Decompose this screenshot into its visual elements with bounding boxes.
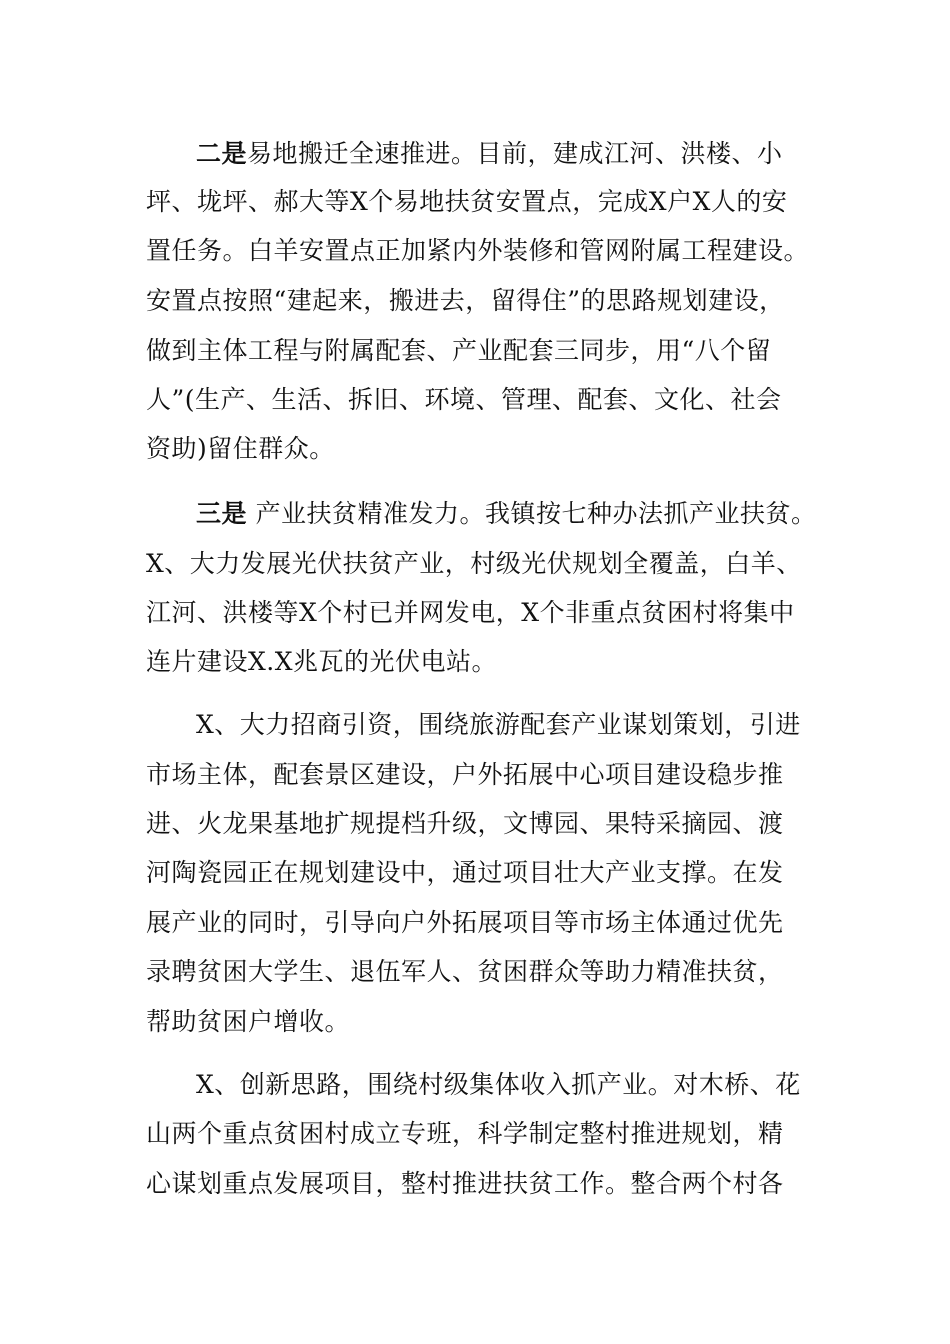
paragraph-1-line-3: 置任务。白羊安置点正加紧内外装修和管网附属工程建设。 — [146, 236, 810, 265]
paragraph-3-line-2: 市场主体，配套景区建设，户外拓展中心项目建设稳步推 — [146, 760, 784, 789]
paragraph-2-line-2: X、大力发展光伏扶贫产业，村级光伏规划全覆盖，白羊、 — [146, 549, 802, 578]
paragraph-2-line-1 — [196, 499, 816, 529]
paragraph-1-line-1-text: 易地搬迁全速推进。目前，建成江河、洪楼、小 — [247, 139, 783, 168]
paragraph-3-line-4: 河陶瓷园正在规划建设中，通过项目壮大产业支撑。在发 — [146, 858, 784, 887]
paragraph-1-line-7: 资助)留住群众。 — [146, 434, 335, 463]
paragraph-4-line-1: X、创新思路，围绕村级集体收入抓产业。对木桥、花 — [196, 1070, 801, 1099]
paragraph-3-line-7: 帮助贫困户增收。 — [146, 1007, 351, 1036]
paragraph-2-line-3: 江河、洪楼等X个村已并网发电，X个非重点贫困村将集中 — [146, 598, 795, 627]
paragraph-4-line-2: 山两个重点贫困村成立专班，科学制定整村推进规划，精 — [146, 1119, 784, 1148]
paragraph-1-line-1 — [196, 139, 783, 169]
paragraph-1-line-6: 人”(生产、生活、拆旧、环境、管理、配套、文化、社会 — [146, 385, 782, 414]
paragraph-1-line-5: 做到主体工程与附属配套、产业配套三同步，用“八个留 — [146, 336, 772, 365]
paragraph-3-line-5: 展产业的同时，引导向户外拓展项目等市场主体通过优先 — [146, 908, 784, 937]
paragraph-1-lead: 二是 — [196, 139, 248, 168]
paragraph-4-line-3: 心谋划重点发展项目，整村推进扶贫工作。整合两个村各 — [146, 1169, 784, 1198]
paragraph-2-line-4: 连片建设X.X兆瓦的光伏电站。 — [146, 647, 498, 676]
paragraph-1-line-2: 坪、垅坪、郝大等X个易地扶贫安置点，完成X户X人的安 — [146, 187, 788, 216]
paragraph-3-line-1: X、大力招商引资，围绕旅游配套产业谋划策划，引进 — [196, 710, 801, 739]
paragraph-2-lead: 三是 — [196, 499, 248, 528]
paragraph-3-line-3: 进、火龙果基地扩规提档升级，文博园、果特采摘园、渡 — [146, 809, 784, 838]
paragraph-1-line-4: 安置点按照“建起来，搬进去，留得住”的思路规划建设， — [146, 286, 785, 315]
paragraph-2-line-1-text: 产业扶贫精准发力。我镇按七种办法抓产业扶贫。 — [247, 499, 817, 528]
paragraph-3-line-6: 录聘贫困大学生、退伍军人、贫困群众等助力精准扶贫， — [146, 957, 784, 986]
